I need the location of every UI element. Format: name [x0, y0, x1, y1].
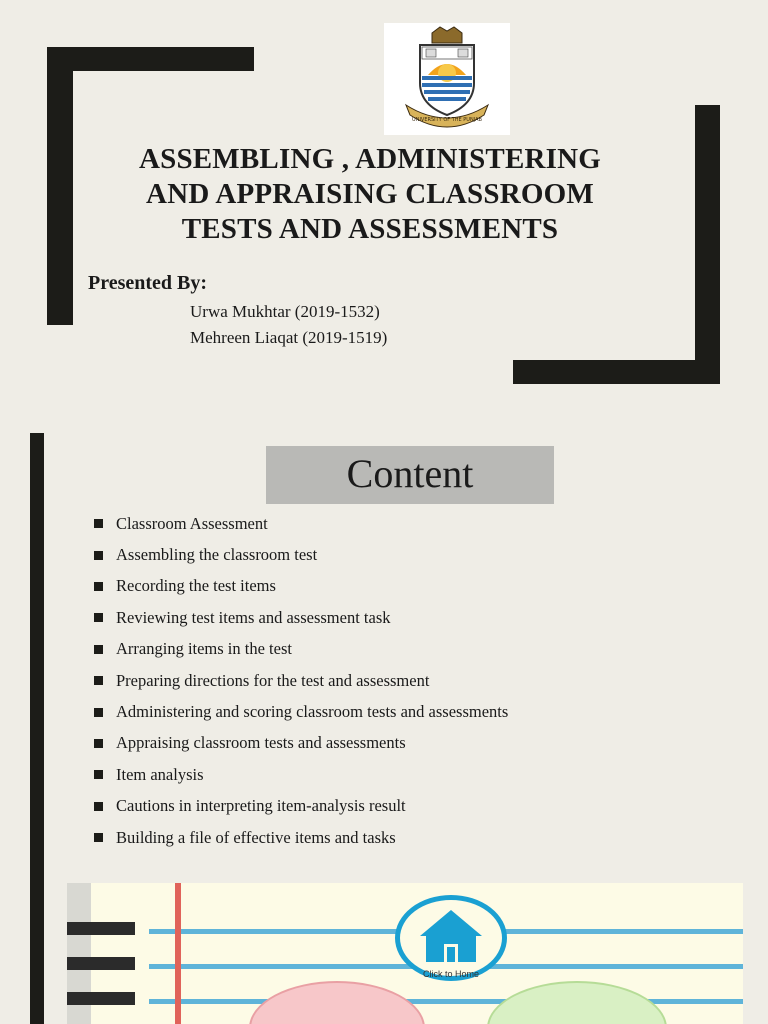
list-item: Appraising classroom tests and assessments — [94, 728, 508, 759]
presentation-title — [100, 142, 640, 247]
list-item: Preparing directions for the test and assessment — [94, 665, 508, 696]
bullet-square-icon — [94, 770, 103, 779]
notebook-background — [67, 883, 743, 1024]
frame-bar-bottom-right-vertical — [695, 105, 720, 384]
bullet-square-icon — [94, 613, 103, 622]
home-label: Click to Home — [422, 969, 479, 979]
pink-bubble — [249, 981, 425, 1024]
title-line: TESTS AND ASSESSMENTS — [181, 213, 559, 245]
list-item: Reviewing test items and assessment task — [94, 602, 508, 633]
list-item: Recording the test items — [94, 571, 508, 602]
presenter-name: Mehreen Liaqat (2019-1519) — [190, 328, 388, 347]
title-line: ASSEMBLING , ADMINISTERING — [138, 143, 602, 175]
house-icon — [400, 900, 502, 976]
margin-line — [175, 883, 181, 1024]
binder-tab — [67, 922, 135, 935]
bullet-square-icon — [94, 739, 103, 748]
bullet-square-icon — [94, 645, 103, 654]
green-bubble — [487, 981, 667, 1024]
content-heading: Content — [266, 446, 554, 504]
home-button[interactable] — [395, 895, 507, 981]
list-item: Item analysis — [94, 759, 508, 790]
bullet-square-icon — [94, 802, 103, 811]
presenter-name: Urwa Mukhtar (2019-1532) — [190, 302, 380, 321]
crest-icon — [384, 23, 510, 135]
notebook-slide — [0, 865, 768, 1024]
frame-bar-bottom-right-horizontal — [513, 360, 720, 384]
frame-bar-top-left-vertical — [47, 47, 73, 325]
bullet-square-icon — [94, 833, 103, 842]
bullet-square-icon — [94, 519, 103, 528]
list-item: Building a file of effective items and tasks — [94, 822, 508, 853]
frame-bar-top-left-horizontal — [47, 47, 254, 71]
binder-tab — [67, 992, 135, 1005]
bullet-square-icon — [94, 708, 103, 717]
university-logo — [384, 23, 510, 135]
list-item: Cautions in interpreting item-analysis result — [94, 791, 508, 822]
list-item: Assembling the classroom test — [94, 539, 508, 570]
presented-by-label: Presented By: — [88, 272, 208, 294]
svg-text:UNIVERSITY OF THE PUNJAB: UNIVERSITY OF THE PUNJAB — [412, 117, 482, 123]
list-item: Administering and scoring classroom tests and assessments — [94, 696, 508, 727]
content-list — [94, 508, 508, 853]
list-item: Arranging items in the test — [94, 634, 508, 665]
list-item: Classroom Assessment — [94, 508, 508, 539]
title-line: AND APPRAISING CLASSROOM — [146, 178, 594, 210]
slide-left-border — [30, 433, 44, 865]
content-slide — [0, 420, 768, 865]
binder-tab — [67, 957, 135, 970]
slide-left-border — [30, 865, 44, 1024]
title-slide — [0, 0, 768, 420]
bullet-square-icon — [94, 676, 103, 685]
bullet-square-icon — [94, 551, 103, 560]
bullet-square-icon — [94, 582, 103, 591]
